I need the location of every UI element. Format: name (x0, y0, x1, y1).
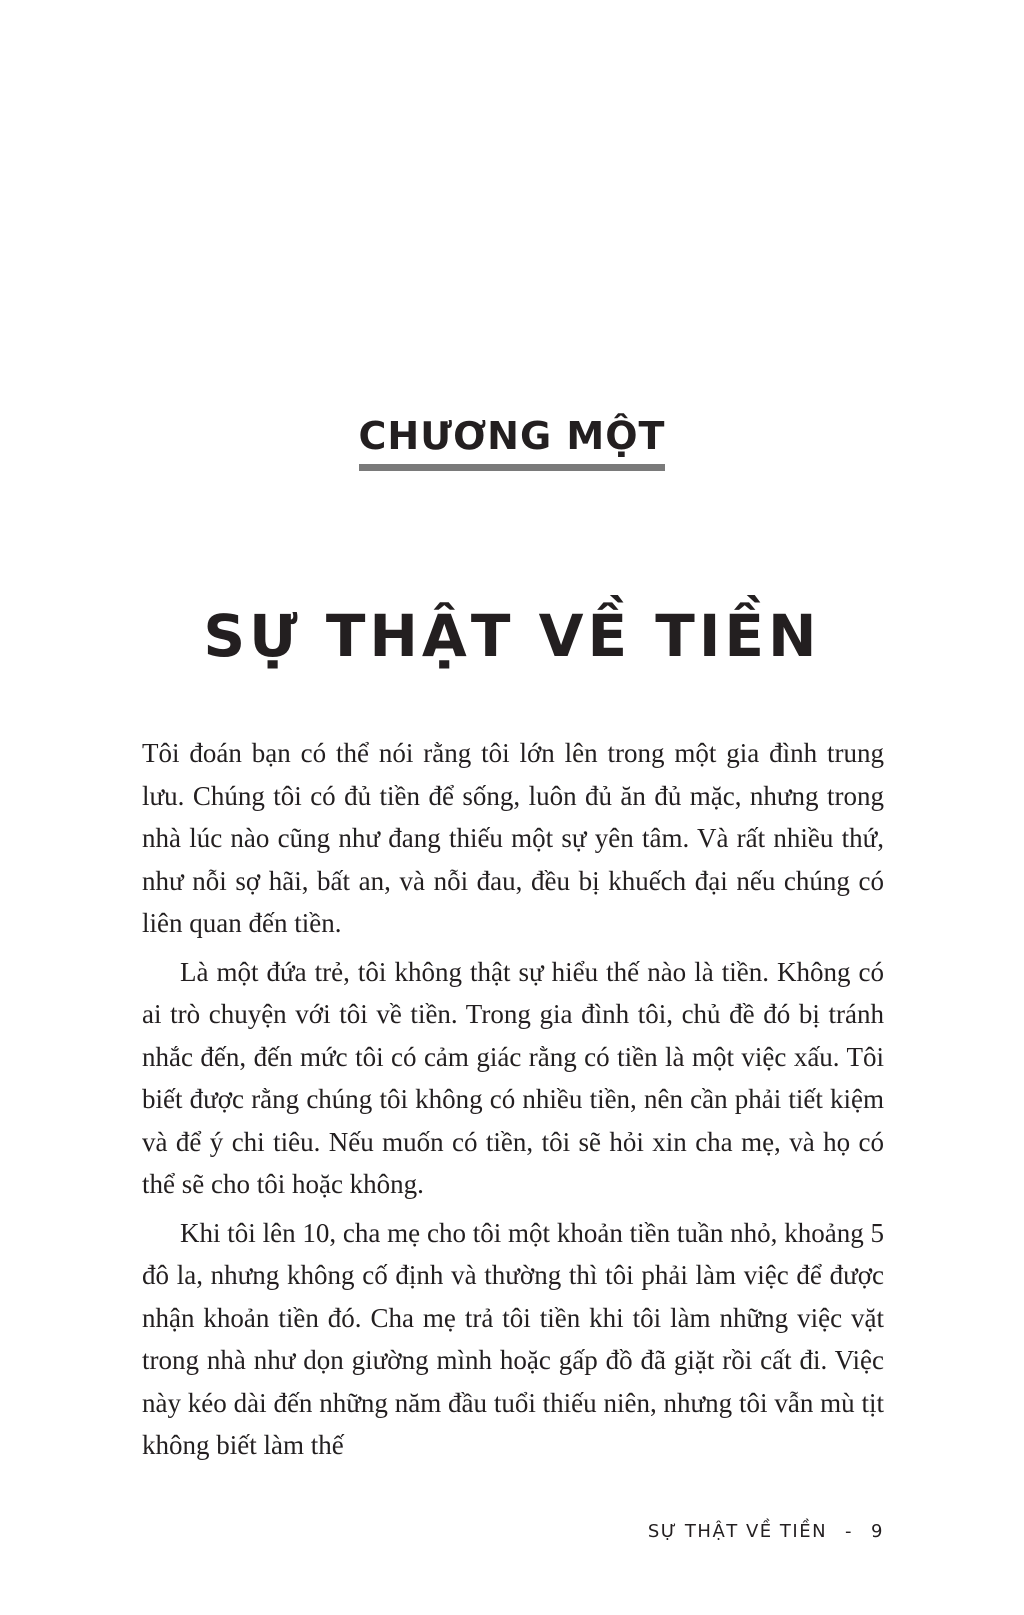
paragraph: Là một đứa trẻ, tôi không thật sự hiểu thế nào là tiền. Không có ai trò chuyện với tôi về tiền. Trong gia đình tôi, chủ đề đó bị tránh nhắc đến, đến mức tôi có cảm giác rằng có tiền là một việc xấu. Tôi biết được rằng chúng tôi không có nhiều tiền, nên cần phải tiết kiệm và để ý chi tiêu. Nếu muốn có tiền, tôi sẽ hỏi xin cha mẹ, và họ có thể sẽ cho tôi hoặc không. (142, 956, 884, 1199)
running-title: SỰ THẬT VỀ TIỀN (647, 1521, 828, 1542)
chapter-title: SỰ THẬT VỀ TIỀN (203, 602, 821, 670)
chapter-label-text: CHƯƠNG MỘT (359, 412, 666, 471)
page-footer (648, 1520, 884, 1544)
chapter-label (0, 412, 1024, 471)
paragraph: Khi tôi lên 10, cha mẹ cho tôi một khoản tiền tuần nhỏ, khoảng 5 đô la, nhưng không cố định và thường thì tôi phải làm việc để được nhận khoản tiền đó. Cha mẹ trả tôi tiền khi tôi làm những việc vặt trong nhà như dọn giường mình hoặc gấp đồ đã giặt rồi cất đi. Việc này kéo dài đến những năm đầu tuổi thiếu niên, nhưng tôi vẫn mù tịt không biết làm thế (142, 1217, 884, 1460)
body-text (142, 732, 884, 1473)
page-number: 9 (871, 1521, 884, 1542)
footer-separator: - (845, 1521, 854, 1542)
paragraph: Tôi đoán bạn có thể nói rằng tôi lớn lên trong một gia đình trung lưu. Chúng tôi có đủ tiền để sống, luôn đủ ăn đủ mặc, nhưng trong nhà lúc nào cũng như đang thiếu một sự yên tâm. Và rất nhiều thứ, như nỗi sợ hãi, bất an, và nỗi đau, đều bị khuếch đại nếu chúng có liên quan đến tiền. (142, 738, 884, 938)
